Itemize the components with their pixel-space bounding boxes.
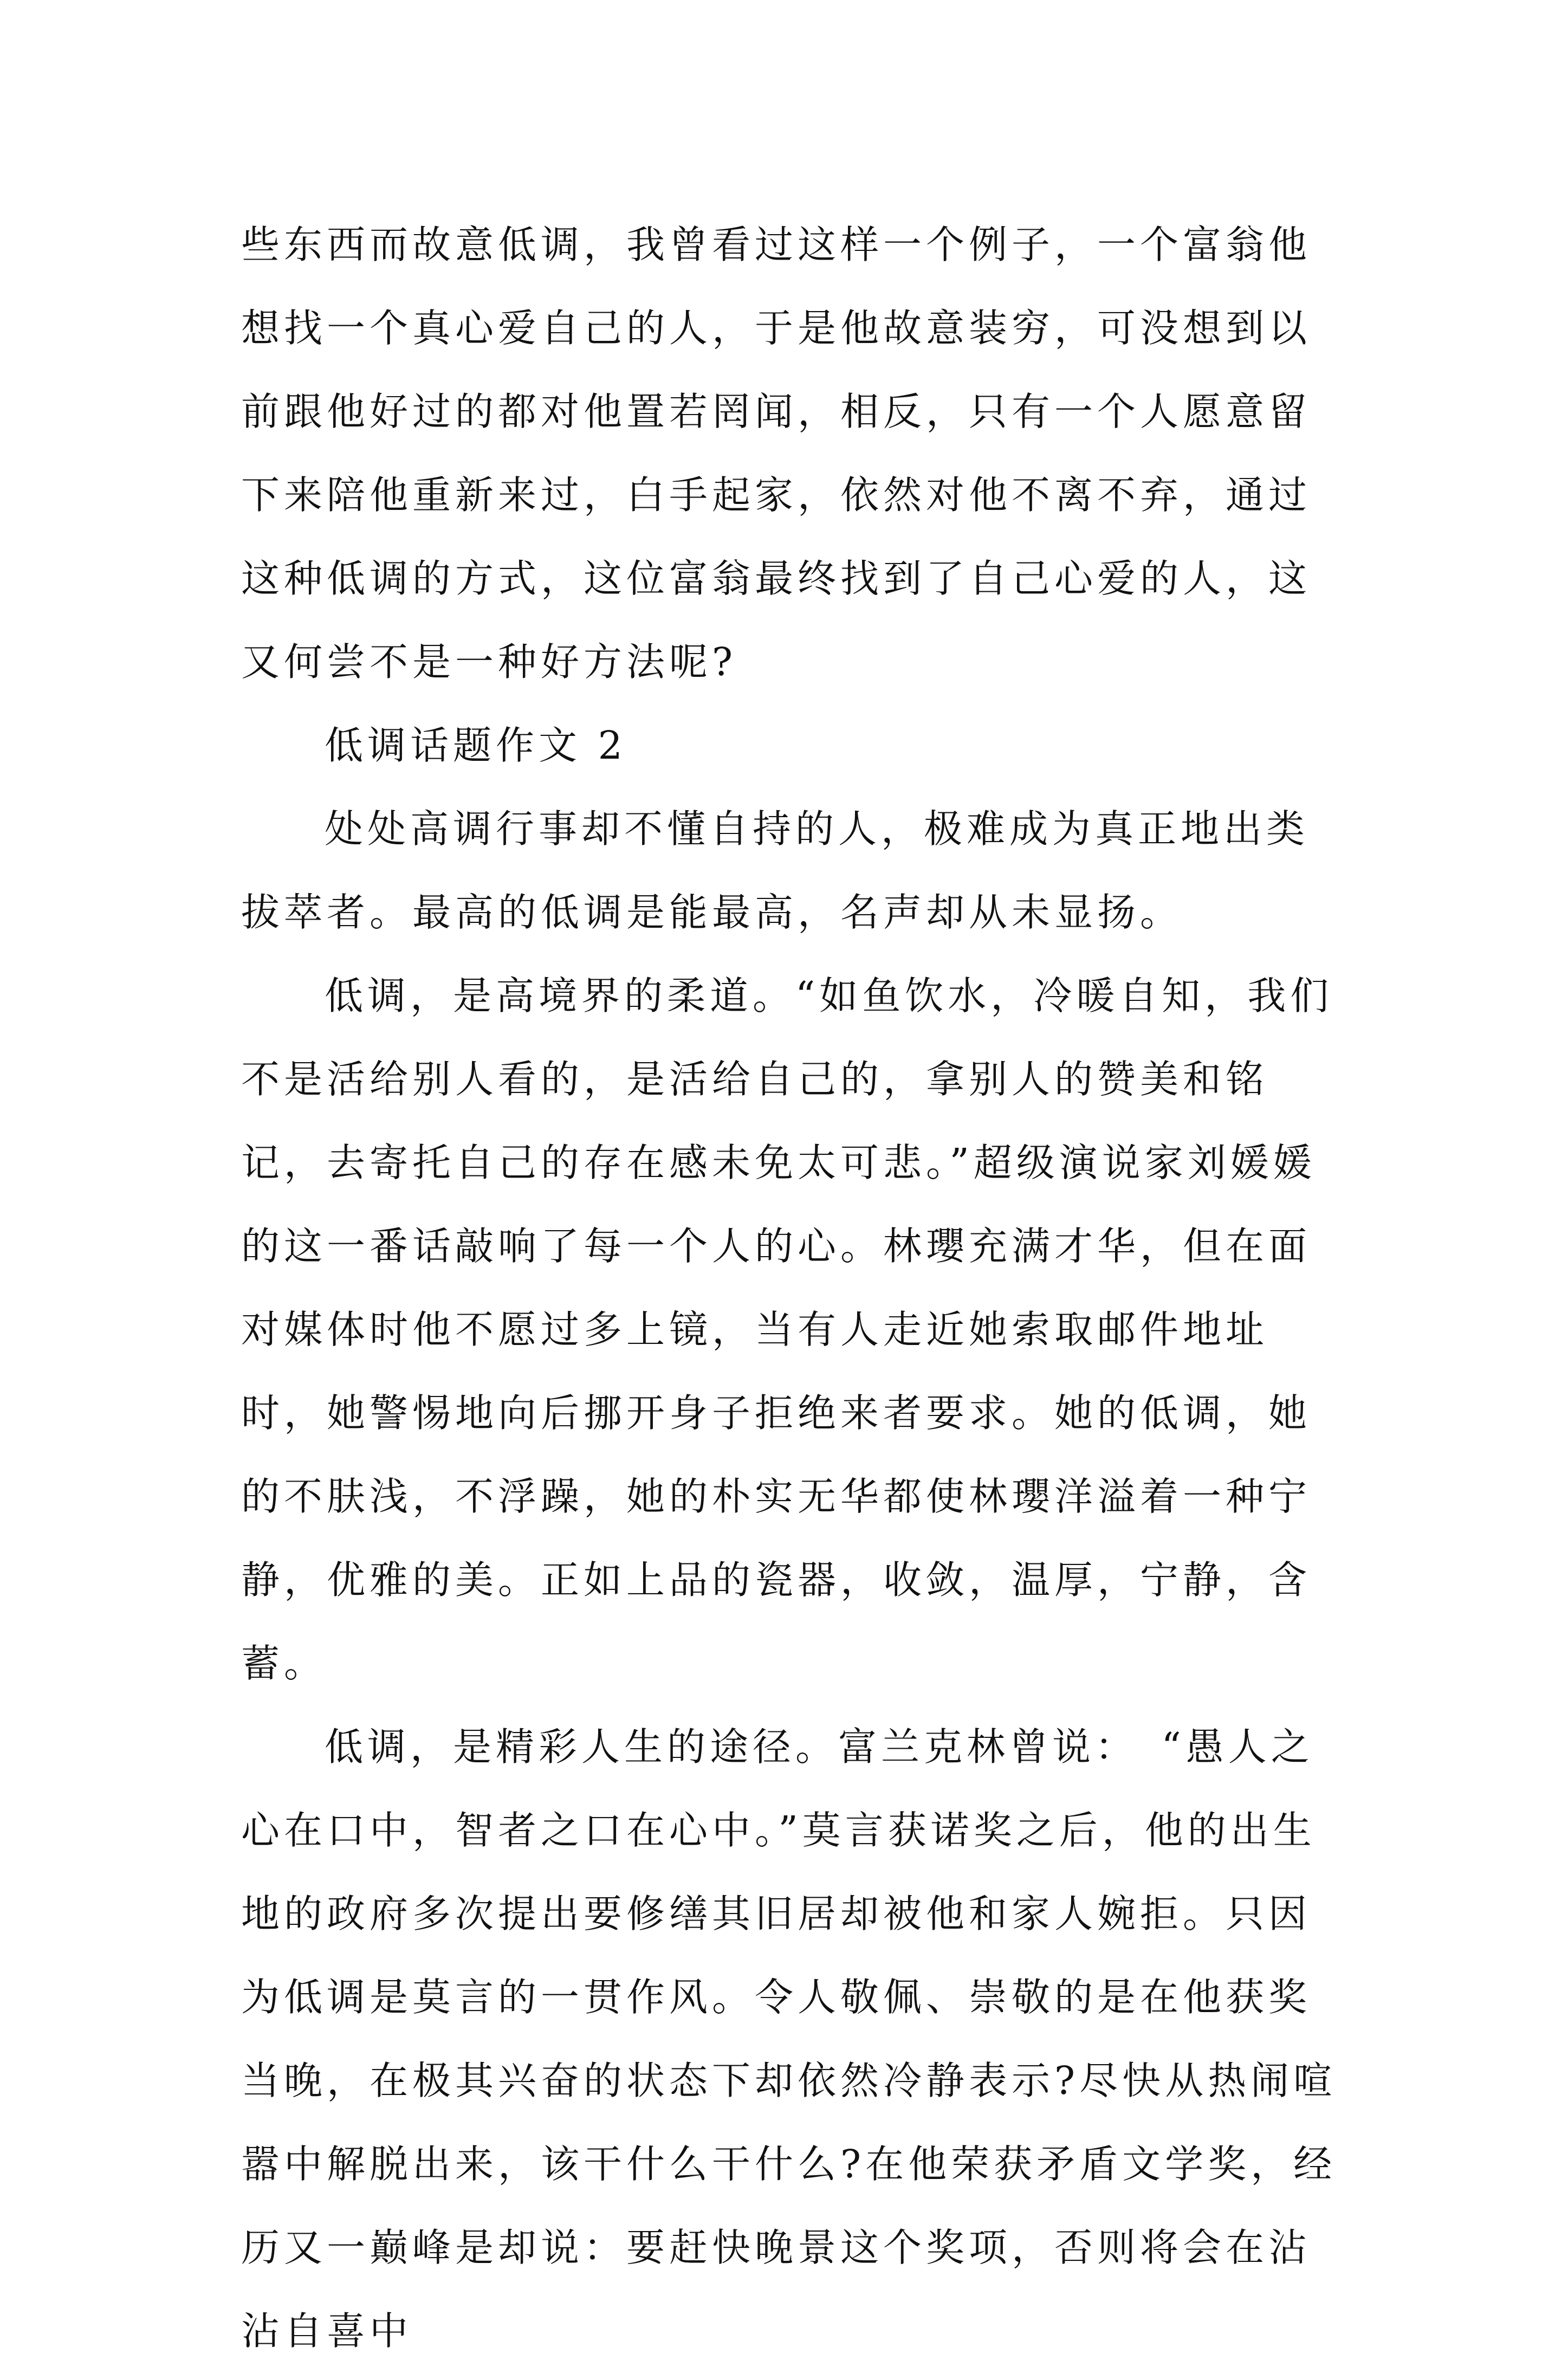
paragraph-lin-ying: 低调，是高境界的柔道。“如鱼饮水，冷暖自知，我们不是活给别人看的，是活给自己的，拿别人的赞美和铭记，去寄托自己的存在感未免太可悲。”超级演说家刘媛媛的这一番话敲响了每一个人的心。林瓔充满才华，但在面对媒体时他不愿过多上镜，当有人走近她索取邮件地址时，她警惕地向后挪开身子拒绝来者要求。她的低调，她的不肤浅，不浮躁，她的朴实无华都使林瓔洋溢着一种宁静，优雅的美。正如上品的瓷器，收敛，温厚，宁静，含蓄。	[241, 973, 1333, 1686]
paragraph-continuation: 些东西而故意低调，我曾看过这样一个例子，一个富翁他想找一个真心爱自己的人，于是他故意装穷，可没想到以前跟他好过的都对他置若罔闻，相反，只有一个人愿意留下来陪他重新来过，白手起家，依然对他不离不弃，通过这种低调的方式，这位富翁最终找到了自己心爱的人，这又何尝不是一种好方法呢?	[241, 222, 1312, 684]
paragraph-intro: 处处高调行事却不懂自持的人，极难成为真正地出类拔萃者。最高的低调是能最高，名声却从未显扬。	[241, 806, 1310, 935]
paragraph-mo-yan: 低调，是精彩人生的途径。富兰克林曾说： “愚人之心在口中，智者之口在心中。”莫言获诺奖之后，他的出生地的政府多次提出要修缮其旧居却被他和家人婉拒。只因为低调是莫言的一贯作风。令人敬佩、崇敬的是在他获奖当晚，在极其兴奋的状态下却依然冷静表示?尽快从热闹喧嚣中解脱出来，该干什么干什么?在他荣获矛盾文学奖，经历又一巅峰是却说：要赶快晚景这个奖项，否则将会在沾沾自喜中	[241, 1724, 1337, 2353]
section-heading: 低调话题作文 2	[325, 723, 627, 768]
document-body	[241, 203, 1341, 2373]
